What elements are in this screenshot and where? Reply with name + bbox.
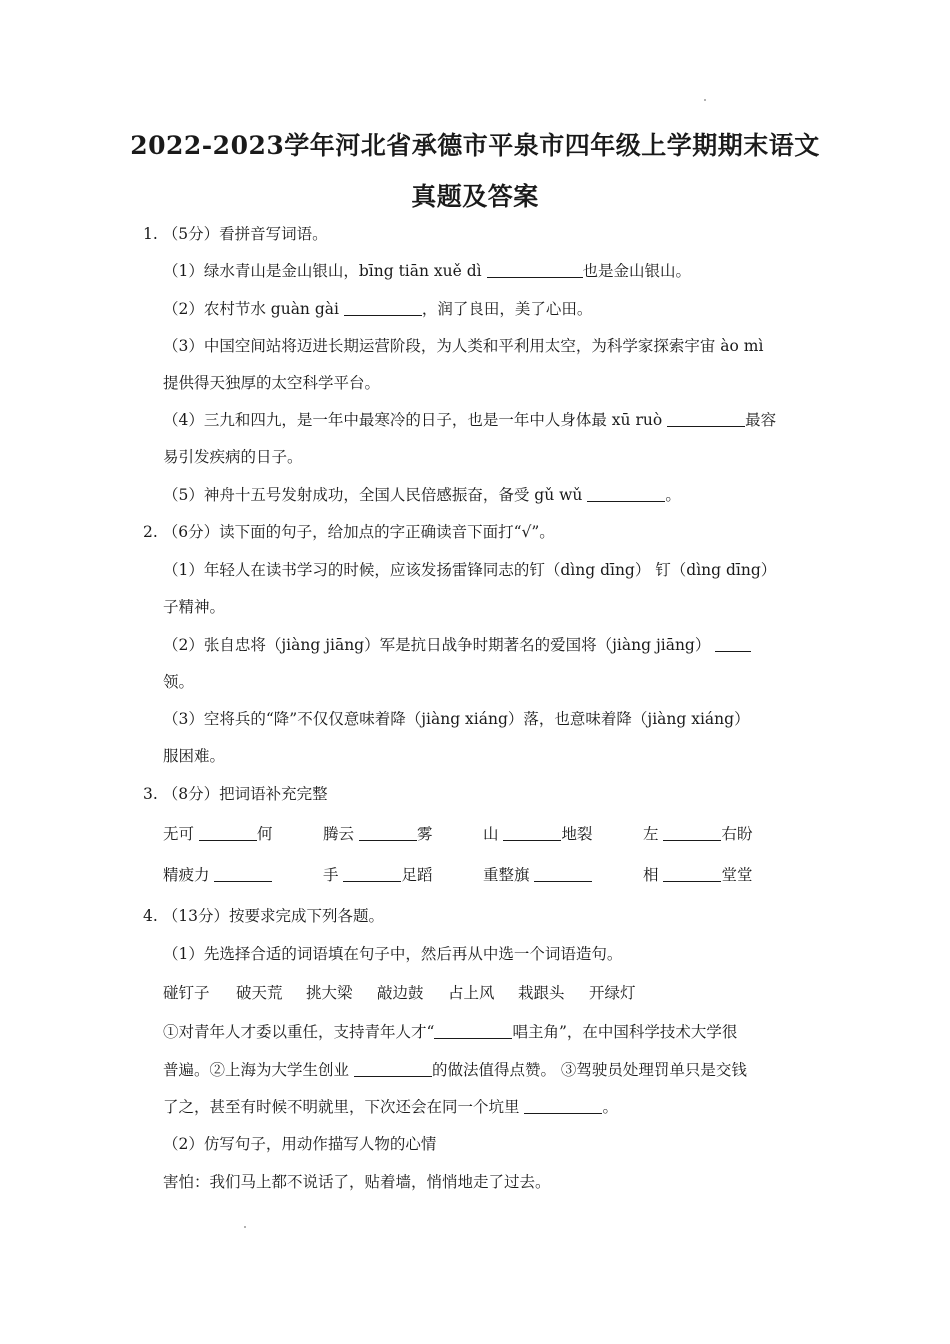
q4-option: 占上风	[448, 984, 495, 1002]
q2-sentence-2a	[163, 635, 751, 655]
q4-passage-line-2: 普遍。②上海为大学生创业 的做法值得点赞。 ③驾驶员处理罚单只是交钱	[163, 1061, 747, 1079]
q1-s4-text-end: 最容	[745, 411, 777, 429]
q3-blank[interactable]	[343, 865, 401, 882]
q3-blank[interactable]	[534, 865, 592, 882]
q2-sentence-1b: 子精神。	[163, 598, 226, 616]
q2-sentence-1a: （1）年轻人在读书学习的时候，应该发扬雷锋同志的钉（dìng dīng） 钉（dìng dīng）	[163, 561, 777, 579]
q3-blank[interactable]	[663, 865, 721, 882]
q1-blank-1[interactable]	[487, 261, 583, 278]
q1-s2-text-end: ，润了良田，美了心田。	[421, 300, 593, 318]
q1-sentence-5	[163, 485, 681, 505]
q2-sentence-3a: （3）空将兵的“降”不仅仅意味着降（jiàng xiáng）落，也意味着降（jiàng xiáng）	[163, 710, 750, 728]
q3-idiom-1: 无可 何	[163, 825, 273, 843]
q1-s5-text: （5）神舟十五号发射成功，全国人民倍感振奋，备受 gǔ wǔ	[163, 486, 588, 504]
q1-sentence-1	[163, 261, 691, 281]
scan-dot	[244, 1226, 246, 1228]
q1-blank-2[interactable]	[344, 299, 422, 316]
doc-title-line1: 2022-2023学年河北省承德市平泉市四年级上学期期末语文	[130, 131, 820, 160]
q1-heading: 1. （5分）看拼音写词语。	[143, 225, 328, 243]
q4-part2-example: 害怕：我们马上都不说话了，贴着墙，悄悄地走了过去。	[163, 1173, 551, 1191]
q2-s2-text: （2）张自忠将（jiàng jiāng）军是抗日战争时期著名的爱国将（jiàng jiāng）	[163, 636, 716, 654]
q3-blank[interactable]	[663, 824, 721, 841]
q4-blank-3[interactable]	[524, 1097, 602, 1114]
q2-sentence-3b: 服困难。	[163, 747, 226, 765]
q1-s1-text-end: 也是金山银山。	[582, 262, 692, 280]
q3-blank[interactable]	[359, 824, 417, 841]
q3-heading: 3. （8分）把词语补充完整	[143, 785, 328, 803]
q4-option: 栽跟头	[518, 984, 565, 1002]
q4-part1-heading: （1）先选择合适的词语填在句子中，然后再从中选一个词语造句。	[163, 945, 623, 963]
q4-option: 开绿灯	[589, 984, 636, 1002]
q1-s1-text: （1）绿水青山是金山银山，bīng tiān xuě dì	[163, 262, 487, 280]
q4-blank-2[interactable]	[354, 1060, 432, 1077]
q1-sentence-4b: 易引发疾病的日子。	[163, 448, 303, 466]
q4-blank-1[interactable]	[434, 1022, 512, 1039]
q4-option: 碰钉子	[163, 984, 210, 1002]
q1-blank-5[interactable]	[587, 485, 665, 502]
q1-blank-4[interactable]	[667, 410, 745, 427]
scan-dot	[704, 99, 706, 101]
q4-passage-line-1: ①对青年人才委以重任，支持青年人才“ 唱主角”，在中国科学技术大学很	[163, 1023, 738, 1041]
q1-s2-text: （2）农村节水 guàn gài	[163, 300, 344, 318]
q3-blank[interactable]	[199, 824, 257, 841]
q1-sentence-2	[163, 299, 592, 319]
q3-idiom-5: 精疲力	[163, 865, 272, 885]
q3-blank[interactable]	[214, 865, 272, 882]
q1-sentence-3b: 提供得天独厚的太空科学平台。	[163, 374, 381, 392]
q3-idiom-6: 手 足蹈	[323, 866, 433, 884]
q3-idiom-7: 重整旗	[483, 865, 592, 885]
q4-option: 挑大梁	[306, 984, 353, 1002]
q1-s4-text: （4）三九和四九，是一年中最寒冷的日子，也是一年中人身体最 xū ruò	[163, 411, 668, 429]
q4-option: 敲边鼓	[377, 984, 424, 1002]
q1-s5-text-end: 。	[665, 486, 681, 504]
q4-heading: 4. （13分）按要求完成下列各题。	[143, 907, 384, 925]
q2-sentence-2b: 领。	[163, 673, 195, 691]
q2-blank[interactable]	[715, 635, 751, 652]
q4-option: 破天荒	[236, 984, 283, 1002]
q3-blank[interactable]	[503, 824, 561, 841]
q3-idiom-8: 相 堂堂	[643, 866, 753, 884]
q4-passage-line-3: 了之，甚至有时候不明就里，下次还会在同一个坑里 。	[163, 1098, 618, 1116]
q3-idiom-2: 腾云 雾	[323, 825, 433, 843]
q2-heading: 2. （6分）读下面的句子，给加点的字正确读音下面打“√”。	[143, 523, 555, 541]
q3-idiom-3: 山 地裂	[483, 825, 593, 843]
doc-title-line2: 真题及答案	[411, 182, 539, 211]
q1-sentence-3a: （3）中国空间站将迈进长期运营阶段，为人类和平利用太空，为科学家探索宇宙 ào mì	[163, 337, 764, 355]
q4-part2-heading: （2）仿写句子，用动作描写人物的心情	[163, 1135, 437, 1153]
q1-sentence-4a	[163, 410, 776, 430]
q3-idiom-4: 左 右盼	[643, 825, 753, 843]
